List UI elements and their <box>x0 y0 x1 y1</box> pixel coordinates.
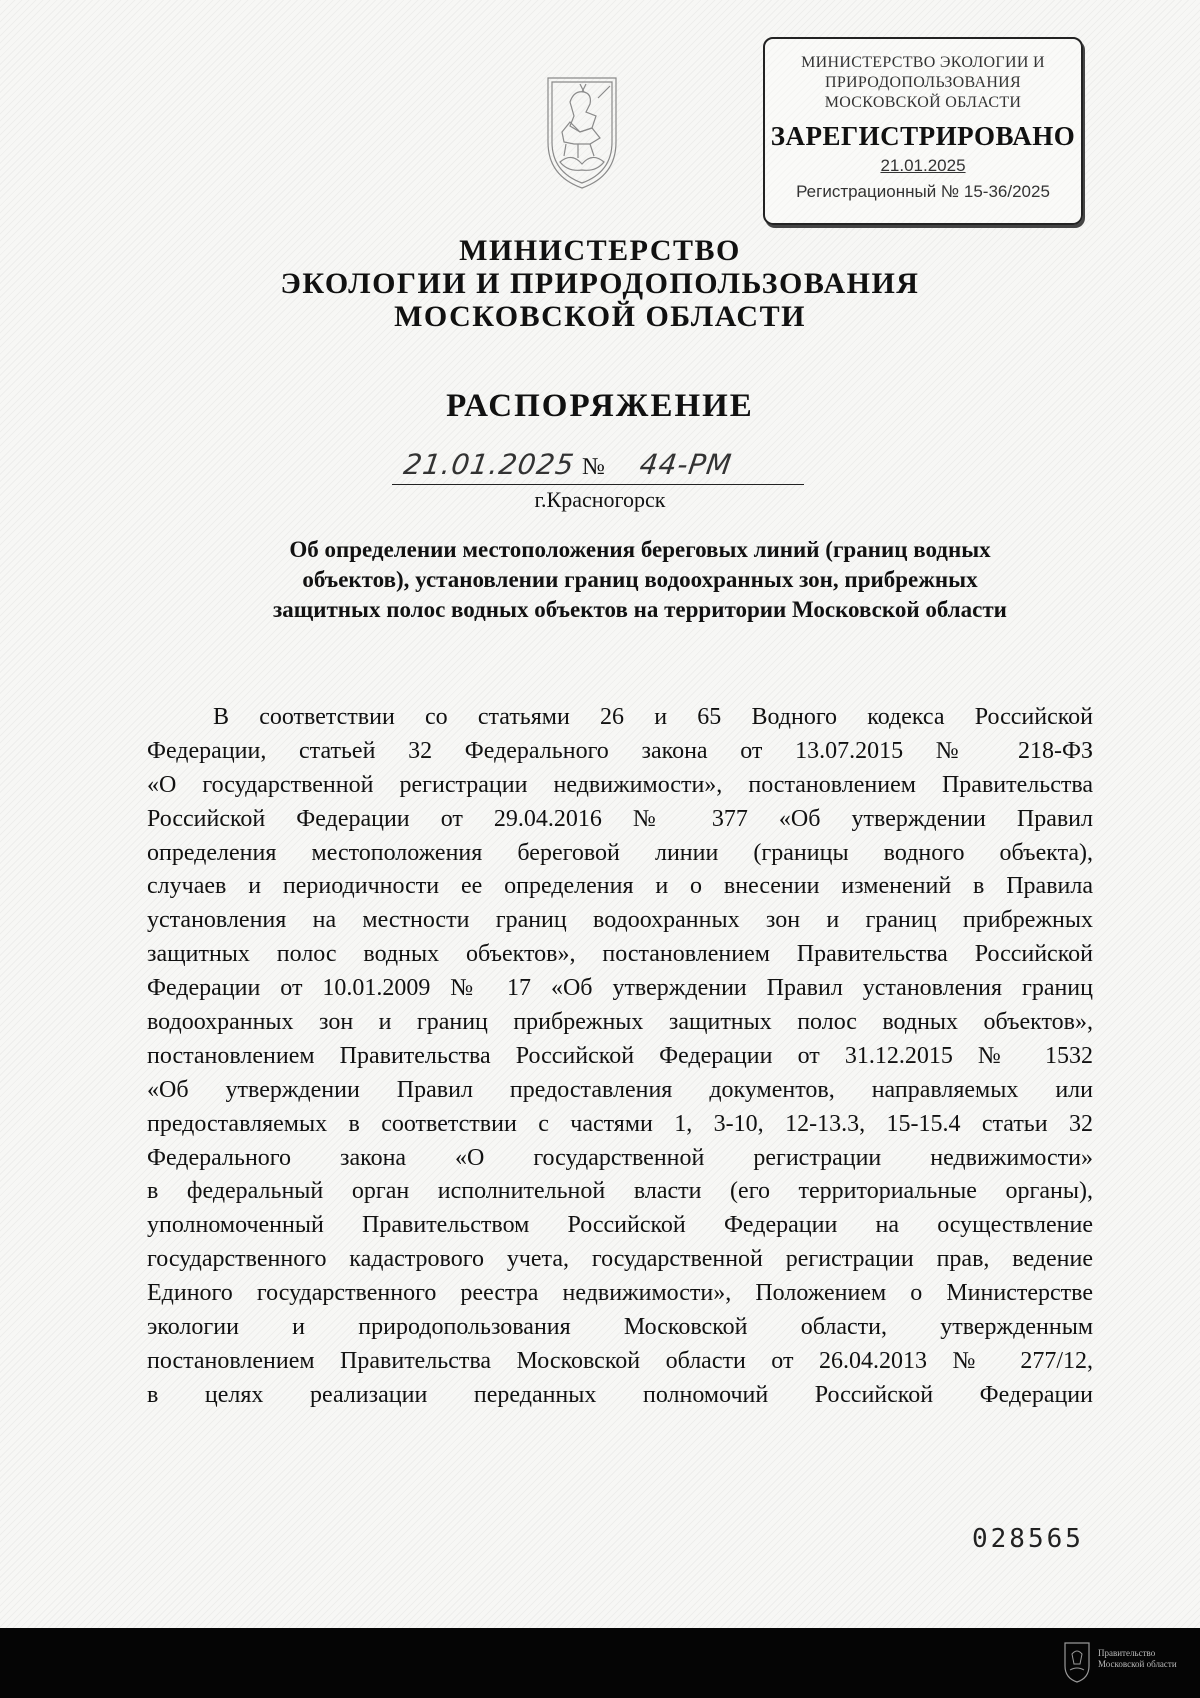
body-line: Российской Федерации от 29.04.2016 № 377 «Об утверждении Правил <box>147 805 1093 832</box>
stamp-org-line: ПРИРОДОПОЛЬЗОВАНИЯ <box>824 74 1022 91</box>
footer-bar <box>0 1628 1200 1698</box>
title-line: защитных полос водных объектов на территории Московской области <box>273 597 1007 622</box>
number-sign: № <box>582 454 605 480</box>
body-line: экологии и природопользования Московской области, утвержденным <box>147 1314 1093 1341</box>
body-line: уполномоченный Правительством Российской Федерации на осуществление <box>147 1212 1093 1239</box>
stamp-org-line: МИНИСТЕРСТВО ЭКОЛОГИИ И <box>801 54 1045 71</box>
body-line: «О государственной регистрации недвижимости», постановлением Правительства <box>147 771 1093 798</box>
body-line: Единого государственного реестра недвижимости», Положением о Министерстве <box>147 1280 1093 1307</box>
body-line: Федерации, статьей 32 Федерального закона от 13.07.2015 № 218-ФЗ <box>147 737 1093 764</box>
title-line: Об определении местоположения береговых линий (границ водных <box>289 537 991 562</box>
body-line: Федерации от 10.01.2009 № 17 «Об утверждении Правил установления границ <box>147 975 1093 1002</box>
body-line: защитных полос водных объектов», постановлением Правительства Российской <box>147 941 1093 968</box>
ministry-line: МОСКОВСКОЙ ОБЛАСТИ <box>394 300 806 333</box>
document-title <box>200 535 1080 625</box>
stamp-org-line: МОСКОВСКОЙ ОБЛАСТИ <box>824 94 1022 111</box>
city: г.Красногорск <box>534 487 666 512</box>
footer-text-line: Правительство <box>1098 1648 1156 1658</box>
document-type: РАСПОРЯЖЕНИЕ <box>446 388 754 424</box>
footer-emblem-icon <box>1062 1640 1092 1684</box>
ministry-header <box>0 234 1200 333</box>
document-body <box>147 701 1093 1413</box>
registration-stamp <box>763 37 1083 225</box>
handwritten-number: 44-РМ <box>637 448 735 481</box>
body-line: Федерального закона «О государственной регистрации недвижимости» <box>147 1144 1093 1171</box>
stamp-organization <box>765 53 1081 113</box>
body-line: водоохранных зон и границ прибрежных защитных полос водных объектов», <box>147 1009 1093 1036</box>
body-line: предоставляемых в соответствии с частями 1, 3-10, 12-13.3, 15-15.4 статьи 32 <box>147 1110 1093 1137</box>
title-line: объектов), установлении границ водоохранных зон, прибрежных <box>302 567 978 592</box>
handwritten-date: 21.01.2025 <box>401 448 577 481</box>
body-line: случаев и периодичности ее определения и о внесении изменений в Правила <box>147 873 1093 900</box>
stamp-status: ЗАРЕГИСТРИРОВАНО <box>770 121 1076 151</box>
footer-text-line: Московской области <box>1098 1659 1177 1669</box>
serial-number: 028565 <box>972 1524 1084 1554</box>
coat-of-arms-icon <box>540 72 624 192</box>
body-line: В соответствии со статьями 26 и 65 Водного кодекса Российской <box>213 704 1093 730</box>
ministry-line: МИНИСТЕРСТВО <box>459 234 741 267</box>
body-line: в федеральный орган исполнительной власти (его территориальные органы), <box>147 1178 1093 1205</box>
footer-text <box>1098 1648 1198 1670</box>
body-line: в целях реализации переданных полномочий Российской Федерации <box>147 1381 1093 1408</box>
stamp-date: 21.01.2025 <box>880 156 966 175</box>
date-number-line <box>392 448 804 485</box>
body-line: установления на местности границ водоохранных зон и границ прибрежных <box>147 907 1093 934</box>
stamp-registration-number: Регистрационный № 15-36/2025 <box>796 182 1050 201</box>
body-line: государственного кадастрового учета, государственной регистрации прав, ведение <box>147 1246 1093 1273</box>
ministry-line: ЭКОЛОГИИ И ПРИРОДОПОЛЬЗОВАНИЯ <box>280 267 920 300</box>
body-line: определения местоположения береговой линии (границы водного объекта), <box>147 839 1093 866</box>
body-line: постановлением Правительства Московской области от 26.04.2013 № 277/12, <box>147 1347 1093 1374</box>
body-line: «Об утверждении Правил предоставления документов, направляемых или <box>147 1076 1093 1103</box>
body-line: постановлением Правительства Российской Федерации от 31.12.2015 № 1532 <box>147 1042 1093 1069</box>
